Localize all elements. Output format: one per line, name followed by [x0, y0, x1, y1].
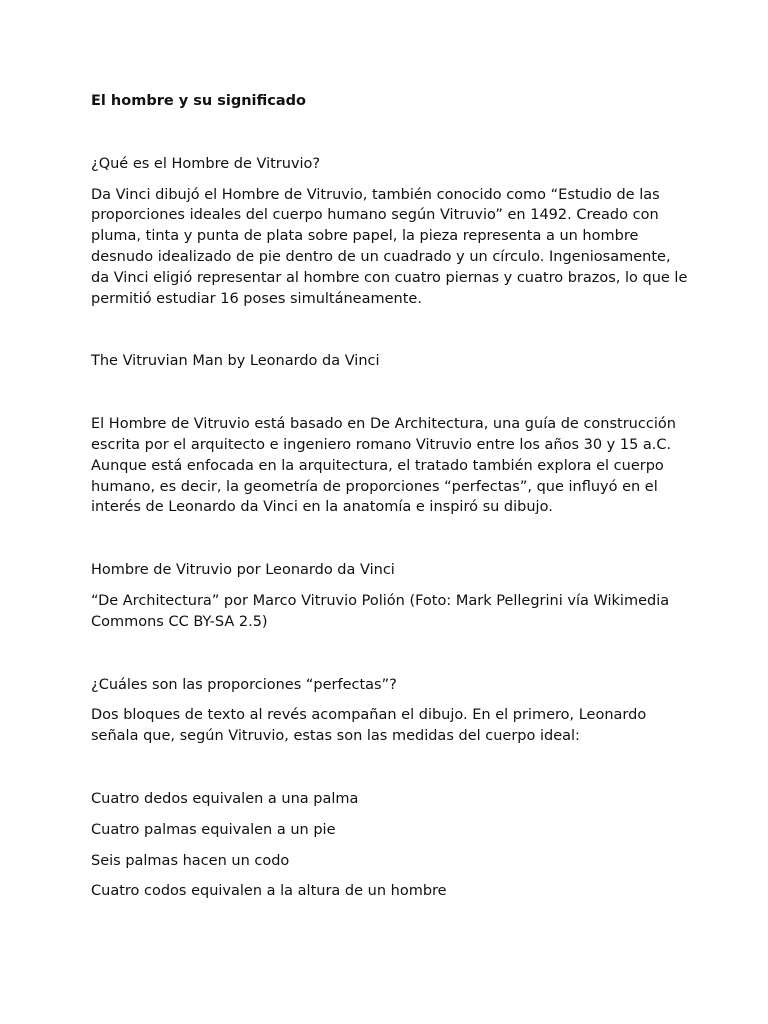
document-title: El hombre y su significado: [91, 93, 306, 109]
list-item: Cuatro palmas equivalen a un pie: [91, 821, 336, 838]
spacer: [91, 643, 691, 675]
section-heading-proportions: ¿Cuáles son las proporciones “perfectas”?: [91, 676, 397, 693]
image-caption-vitruvian-man: The Vitruvian Man by Leonardo da Vinci: [91, 353, 380, 370]
list-item: Cuatro dedos equivalen a una palma: [91, 790, 359, 807]
image-caption-de-architectura: “De Architectura” por Marco Vitruvio Polión (Foto: Mark Pellegrini vía Wikimedia Commons CC BY-SA 2.5): [91, 592, 670, 630]
spacer: [91, 528, 691, 560]
spacer: [91, 757, 691, 789]
list-item: Cuatro codos equivalen a la altura de un hombre: [91, 883, 447, 900]
paragraph-proportions: Dos bloques de texto al revés acompañan el dibujo. En el primero, Leonardo señala que, según Vitruvio, estas son las medidas del cuerpo ideal:: [91, 707, 647, 745]
paragraph-intro: Da Vinci dibujó el Hombre de Vitruvio, también conocido como “Estudio de las proporciones ideales del cuerpo humano según Vitruvio” en 1492. Creado con pluma, tinta y punta de plata sobre papel, la pieza representa a un hombre desnudo idealizado de pie dentro de un cuadrado y un círculo. Ingeniosamente, da Vinci eligió representar al hombre con cuatro piernas y cuatro brazos, lo que le permitió estudiar 16 poses simultáneamente.: [91, 186, 688, 307]
list-item: Seis palmas hacen un codo: [91, 852, 290, 869]
spacer: [91, 319, 691, 351]
document-body: [91, 91, 691, 912]
image-caption-hombre-vitruvio: Hombre de Vitruvio por Leonardo da Vinci: [91, 562, 395, 579]
paragraph-de-architectura: El Hombre de Vitruvio está basado en De Architectura, una guía de construcción escrita por el arquitecto e ingeniero romano Vitruvio entre los años 30 y 15 a.C. Aunque está enfocada en la arquitectura, el tratado también explora el cuerpo humano, es decir, la geometría de proporciones “perfectas”, que influyó en el interés de Leonardo da Vinci en la anatomía e inspiró su dibujo.: [91, 416, 676, 516]
section-heading-vitruvian: ¿Qué es el Hombre de Vitruvio?: [91, 155, 321, 172]
spacer: [91, 382, 691, 414]
